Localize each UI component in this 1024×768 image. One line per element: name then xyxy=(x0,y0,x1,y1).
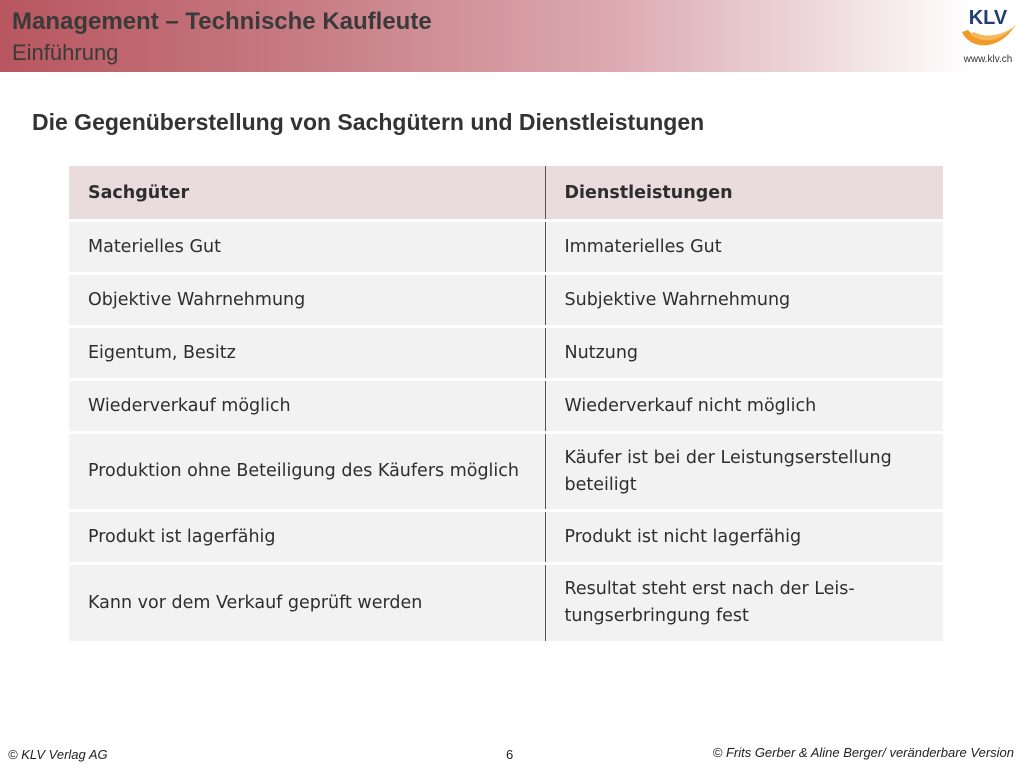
column-header-dienstleistungen: Dienstleistungen xyxy=(545,166,943,221)
table-cell: Objektive Wahrnehmung xyxy=(69,274,545,327)
table-cell: Immaterielles Gut xyxy=(545,221,943,274)
logo-url: www.klv.ch xyxy=(963,54,1013,65)
slide-heading: Die Gegenüberstellung von Sachgütern und Dienstleistungen xyxy=(32,109,705,135)
table-row xyxy=(69,433,943,511)
table-cell: Wiederverkauf möglich xyxy=(69,380,545,433)
slide-header xyxy=(0,0,1024,72)
table-header-row xyxy=(69,166,943,221)
page-number: 6 xyxy=(506,747,514,762)
footer-copyright-publisher: © KLV Verlag AG xyxy=(8,747,108,762)
header-title: Management – Technische Kaufleute xyxy=(12,8,432,35)
table-cell: Kann vor dem Verkauf geprüft werden xyxy=(69,564,545,642)
table-row xyxy=(69,380,943,433)
column-header-sachgueter: Sachgüter xyxy=(69,166,545,221)
klv-swoosh-logo-icon xyxy=(956,4,1020,54)
table-cell: Resultat steht erst nach der Leis-tungserbringung fest xyxy=(545,564,943,642)
table-cell: Wiederverkauf nicht möglich xyxy=(545,380,943,433)
klv-logo xyxy=(956,4,1020,68)
comparison-table xyxy=(69,166,943,641)
table-row xyxy=(69,511,943,564)
logo-text: KLV xyxy=(968,7,1008,29)
table-row xyxy=(69,274,943,327)
table-cell: Produkt ist nicht lagerfähig xyxy=(545,511,943,564)
table-cell: Eigentum, Besitz xyxy=(69,327,545,380)
table-row xyxy=(69,327,943,380)
table-cell: Subjektive Wahrnehmung xyxy=(545,274,943,327)
table-cell: Nutzung xyxy=(545,327,943,380)
header-subtitle: Einführung xyxy=(12,40,119,65)
table-cell: Produktion ohne Beteiligung des Käufers möglich xyxy=(69,433,545,511)
table-row xyxy=(69,564,943,642)
table-row xyxy=(69,221,943,274)
footer-copyright-authors: © Frits Gerber & Aline Berger/ veränderbare Version xyxy=(712,745,1014,760)
table-cell: Produkt ist lagerfähig xyxy=(69,511,545,564)
table-cell: Materielles Gut xyxy=(69,221,545,274)
table-cell: Käufer ist bei der Leistungserstellung beteiligt xyxy=(545,433,943,511)
